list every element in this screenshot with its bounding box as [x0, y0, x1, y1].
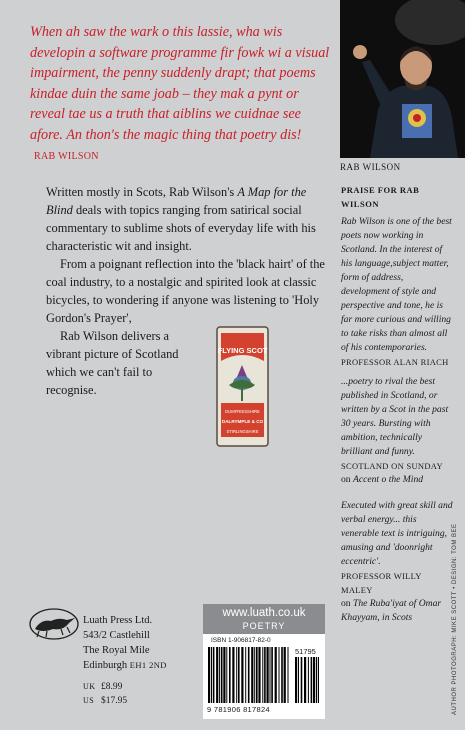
price-row	[83, 694, 127, 708]
price-row	[83, 680, 127, 694]
barcode-bar	[211, 647, 212, 703]
category-label: POETRY	[242, 621, 286, 631]
barcode-bar	[295, 657, 297, 703]
barcode-bar	[267, 647, 269, 703]
barcode-bar	[301, 657, 303, 703]
badge-line: STIRLINGSHIRE	[226, 429, 259, 434]
barcode-bar	[241, 647, 243, 703]
address-line: 543/2 Castlehill	[83, 630, 150, 641]
luath-logo	[29, 607, 79, 641]
barcode-bar	[284, 647, 286, 703]
praise-source: PROFESSOR WILLY MALEY	[341, 571, 422, 595]
barcode-bar	[258, 647, 260, 703]
city: Edinburgh	[83, 660, 128, 671]
badge-line: DALRYMPLE & CO	[221, 419, 264, 424]
barcode-bar	[281, 647, 283, 703]
praise-work	[341, 597, 453, 625]
barcode-bar	[270, 647, 271, 703]
blurb-paragraph-1	[46, 183, 328, 255]
blurb-text: Written mostly in Scots, Rab Wilson's	[46, 185, 238, 199]
blurb-paragraph-2	[46, 255, 328, 399]
barcode-bar	[223, 647, 225, 703]
praise-work-title: Accent o the Mind	[353, 474, 424, 485]
praise-work-title: The Ruba'iyat of Omar Khayyam, in Scots	[341, 598, 442, 623]
praise-work-prefix: on	[341, 474, 353, 485]
pull-quote-attribution: RAB WILSON	[34, 151, 99, 162]
url-panel	[203, 604, 325, 634]
barcode-bar	[313, 657, 315, 703]
barcode-bar	[262, 647, 263, 703]
price-code: 51795	[295, 647, 316, 656]
barcode-box	[203, 604, 325, 719]
barcode-bar	[308, 657, 309, 703]
price-amount: $17.95	[101, 696, 128, 706]
barcode-bar	[304, 657, 306, 703]
praise-source: SCOTLAND ON SUNDAY	[341, 461, 443, 471]
barcode-bar	[311, 657, 313, 703]
blurb-text: Rab Wilson delivers a vibrant picture of Scotland which we can't fail to recognise.	[46, 329, 179, 397]
barcode-bars-icon	[208, 647, 290, 703]
barcode-bar	[208, 647, 210, 703]
price-region: US	[83, 696, 95, 705]
address-line: The Royal Mile	[83, 645, 150, 656]
praise-quote: Rab Wilson is one of the best poets now working in Scotland. In the interest of his language,subject matter, form of address, development of style and perspective and tone, he is far more curious and willing to take risks than almost all of his contemporaries.	[341, 216, 452, 353]
barcode-bar	[254, 647, 255, 703]
publisher-name: Luath Press Ltd.	[83, 615, 153, 626]
author-photo	[340, 0, 465, 158]
barcode-bar	[251, 647, 253, 703]
barcode-bar	[219, 647, 220, 703]
postcode: EH1 2ND	[129, 660, 167, 670]
badge-title: FLYING SCOT	[217, 346, 268, 355]
book-title: A Map for the Blind	[46, 185, 307, 217]
pull-quote-text: When ah saw the wark o this lassie, wha wis developin a software programme fir fowk wi a visual impairment, the penny suddenly drapt; that poems kindae duin the same joab – they mak a pynt or reveal tae us a truth that aiblins we cuidnae see afore. An thon's the magic thing that poetry dis!	[30, 24, 330, 143]
photo-caption: RAB WILSON	[340, 162, 401, 172]
barcode-bar	[232, 647, 234, 703]
barcode-bar	[279, 647, 280, 703]
isbn-digits: 9 781906 817824	[207, 705, 270, 714]
barcode-bar	[221, 647, 223, 703]
barcode-bar	[248, 647, 250, 703]
barcode-bar	[264, 647, 266, 703]
praise-section	[341, 183, 453, 625]
barcode-bar	[318, 657, 319, 703]
blurb-text: From a poignant reflection into the 'black hairt' of the coal industry, to a nostalgic and spirited look at classic bicycles, to wondering if anyone was listening to 'Holy Gordon's Prayer',	[46, 257, 325, 325]
barcode-bar	[238, 647, 240, 703]
barcode-bar	[316, 657, 317, 703]
blurb-text: deals with topics ranging from satirical social commentary to sublime shots of everyday life with his characteristic wit and insight.	[46, 203, 316, 253]
thistle-badge-icon	[215, 325, 270, 448]
author-photo-illustration	[340, 0, 465, 158]
address-city	[83, 658, 167, 673]
praise-source: PROFESSOR ALAN RIACH	[341, 357, 449, 367]
barcode-bar	[245, 647, 246, 703]
addon-bars-icon	[295, 657, 319, 703]
photo-design-credits: AUTHOR PHOTOGRAPH: MIKE SCOTT • DESIGN: TOM BEE	[452, 523, 458, 715]
barcode-bar	[236, 647, 237, 703]
pull-quote	[30, 22, 330, 168]
barcode-bar	[275, 647, 277, 703]
flying-scot-badge	[215, 325, 270, 448]
barcode-bar	[216, 647, 218, 703]
barcode-bar	[229, 647, 231, 703]
publisher-address	[83, 613, 167, 673]
praise-quote: ...poetry to rival the best published in Scotland, or written by a Scot in the past 30 years. Bursting with ambition, technically brilliant and funny.	[341, 376, 449, 457]
barcode-bar	[226, 647, 227, 703]
barcode-bar	[271, 647, 273, 703]
barcode-bar	[298, 657, 299, 703]
praise-quote: Executed with great skill and verbal energy... this venerable text is intriguing, amusing and 'doonright eccentric'.	[341, 500, 453, 567]
praise-work	[341, 473, 453, 487]
badge-line: DUMFRIESSHIRE	[225, 409, 260, 414]
praise-heading: PRAISE FOR RAB WILSON	[341, 185, 420, 209]
praise-work-prefix: on	[341, 598, 353, 609]
price-region: UK	[83, 682, 96, 691]
luath-dog-logo-icon	[29, 607, 79, 641]
isbn-label: ISBN 1-906817-82-0	[211, 637, 271, 644]
barcode-bar	[213, 647, 215, 703]
website-url: www.luath.co.uk	[222, 607, 306, 619]
price-list	[83, 680, 127, 708]
isbn-barcode	[203, 634, 325, 719]
barcode-bar	[256, 647, 258, 703]
blurb	[46, 183, 328, 399]
price-amount: £8.99	[101, 682, 123, 692]
barcode-bar	[288, 647, 289, 703]
